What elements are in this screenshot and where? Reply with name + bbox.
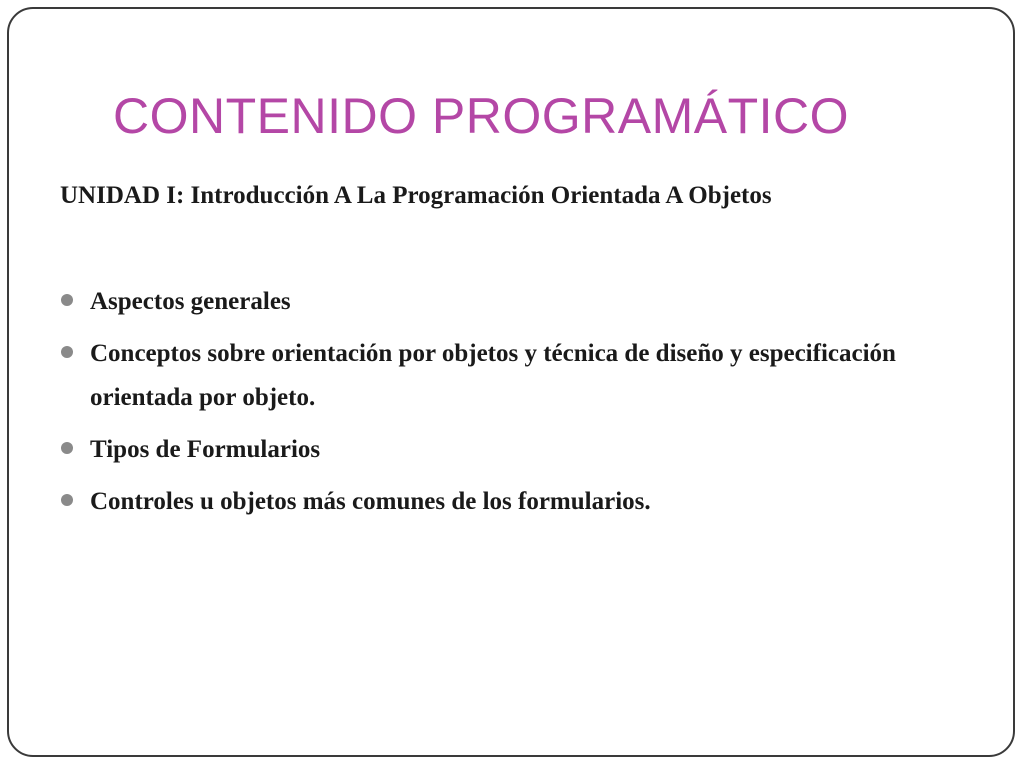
bullet-dot-icon (61, 494, 73, 506)
list-item (60, 428, 940, 472)
bullet-list (60, 280, 940, 532)
list-item-text: Tipos de Formularios (90, 436, 321, 463)
unit-heading: UNIDAD I: Introducción A La Programación Orientada A Objetos (60, 182, 772, 209)
slide-title: CONTENIDO PROGRAMÁTICO (113, 88, 850, 144)
bullet-dot-icon (61, 442, 73, 454)
bullet-dot-icon (61, 294, 73, 306)
list-item-text: Aspectos generales (90, 288, 291, 315)
list-item (60, 332, 940, 420)
list-item-text: Controles u objetos más comunes de los formularios. (90, 488, 651, 515)
list-item (60, 280, 940, 324)
bullet-dot-icon (61, 346, 73, 358)
list-item (60, 480, 940, 524)
list-item-text: Conceptos sobre orientación por objetos y técnica de diseño y especificación orientada por objeto. (90, 340, 896, 411)
